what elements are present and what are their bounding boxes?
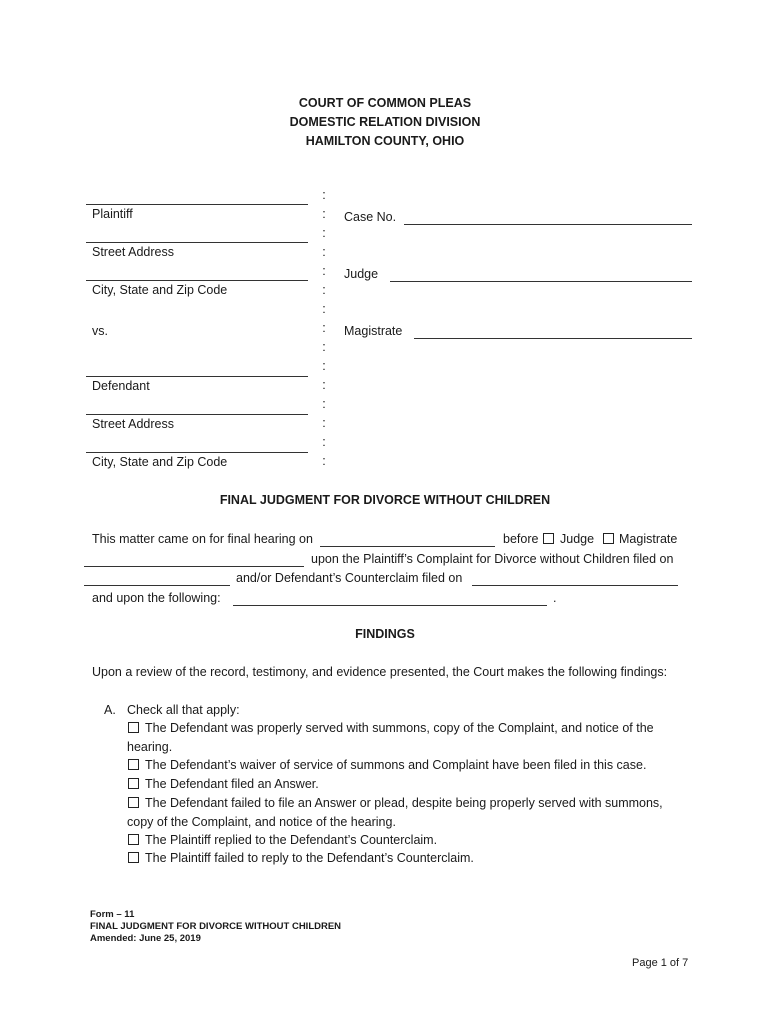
caption-colon: :	[322, 302, 326, 316]
amended-date: Amended: June 25, 2019	[90, 933, 201, 944]
plaintiff-label: Plaintiff	[92, 207, 133, 221]
division-name: DOMESTIC RELATION DIVISION	[289, 115, 481, 129]
caption-colon: :	[322, 340, 326, 354]
caption-colon: :	[322, 264, 326, 278]
judge-field[interactable]	[390, 281, 692, 282]
plaintiff-city-label: City, State and Zip Code	[92, 283, 228, 297]
following-field[interactable]	[233, 605, 547, 606]
served-checkbox[interactable]	[128, 722, 139, 733]
magistrate-field[interactable]	[414, 338, 692, 339]
magistrate-option-label: Magistrate	[619, 532, 678, 546]
case-no-label: Case No.	[344, 210, 397, 224]
no-reply-checkbox[interactable]	[128, 852, 139, 863]
defendant-street-label: Street Address	[92, 417, 174, 431]
replied-checkbox[interactable]	[128, 834, 139, 845]
no-answer-text: The Defendant failed to file an Answer or plead, despite being properly served with summons,	[145, 796, 663, 810]
plaintiff-name-line[interactable]	[86, 204, 308, 205]
judge-label: Judge	[344, 267, 379, 281]
replied-text: The Plaintiff replied to the Defendant’s Counterclaim.	[145, 833, 438, 847]
caption-colon: :	[322, 435, 326, 449]
page-number: Page 1 of 7	[632, 957, 689, 969]
section-a-text: Check all that apply:	[127, 703, 240, 717]
defendant-city-label: City, State and Zip Code	[92, 455, 228, 469]
vs-label: vs.	[92, 324, 108, 338]
caption-colon: :	[322, 397, 326, 411]
case-no-field[interactable]	[404, 224, 692, 225]
judge-option-label: Judge	[560, 532, 595, 546]
hearing-text: This matter came on for final hearing on	[92, 532, 313, 546]
caption-colon: :	[322, 321, 326, 335]
defendant-street-line[interactable]	[86, 414, 308, 415]
defendant-city-line[interactable]	[86, 452, 308, 453]
complaint-date-field[interactable]	[84, 585, 230, 586]
served-text-cont: hearing.	[127, 740, 173, 754]
court-name: COURT OF COMMON PLEAS	[298, 96, 472, 110]
complaint-text: upon the Plaintiff’s Complaint for Divorce without Children filed on	[311, 552, 674, 566]
defendant-name-line[interactable]	[86, 376, 308, 377]
defendant-label: Defendant	[92, 379, 150, 393]
served-text: The Defendant was properly served with summons, copy of the Complaint, and notice of the	[145, 721, 654, 735]
no-reply-text: The Plaintiff failed to reply to the Defendant’s Counterclaim.	[145, 851, 474, 865]
caption-colon: :	[322, 245, 326, 259]
plaintiff-street-label: Street Address	[92, 245, 174, 259]
hearing-date-field[interactable]	[320, 546, 495, 547]
caption-colon: :	[322, 416, 326, 430]
magistrate-label: Magistrate	[344, 324, 403, 338]
counterclaim-date-field[interactable]	[472, 585, 678, 586]
magistrate-checkbox[interactable]	[603, 533, 614, 544]
counterclaim-text: and/or Defendant’s Counterclaim filed on	[236, 571, 463, 585]
findings-heading: FINDINGS	[355, 627, 415, 641]
before-text: before	[503, 532, 539, 546]
document-title: FINAL JUDGMENT FOR DIVORCE WITHOUT CHILDREN	[219, 493, 551, 507]
caption-colon: :	[322, 359, 326, 373]
plaintiff-city-line[interactable]	[86, 280, 308, 281]
period: .	[553, 591, 557, 605]
no-answer-checkbox[interactable]	[128, 797, 139, 808]
officer-name-field[interactable]	[84, 566, 304, 567]
following-text: and upon the following:	[92, 591, 221, 605]
caption-colon: :	[322, 454, 326, 468]
answer-checkbox[interactable]	[128, 778, 139, 789]
form-number: Form – 11	[90, 909, 135, 920]
caption-colon: :	[322, 188, 326, 202]
caption-colon: :	[322, 283, 326, 297]
caption-colon: :	[322, 207, 326, 221]
waiver-checkbox[interactable]	[128, 759, 139, 770]
no-answer-text-cont: copy of the Complaint, and notice of the hearing.	[127, 815, 396, 829]
footer-title: FINAL JUDGMENT FOR DIVORCE WITHOUT CHILDREN	[90, 921, 342, 932]
plaintiff-street-line[interactable]	[86, 242, 308, 243]
findings-lead: Upon a review of the record, testimony, and evidence presented, the Court makes the following findings:	[92, 665, 668, 679]
county-name: HAMILTON COUNTY, OHIO	[305, 134, 465, 148]
judge-checkbox[interactable]	[543, 533, 554, 544]
answer-text: The Defendant filed an Answer.	[145, 777, 319, 791]
waiver-text: The Defendant’s waiver of service of summons and Complaint have been filed in this case.	[145, 758, 647, 772]
caption-colon: :	[322, 226, 326, 240]
section-a-label: A.	[104, 703, 116, 717]
caption-colon: :	[322, 378, 326, 392]
